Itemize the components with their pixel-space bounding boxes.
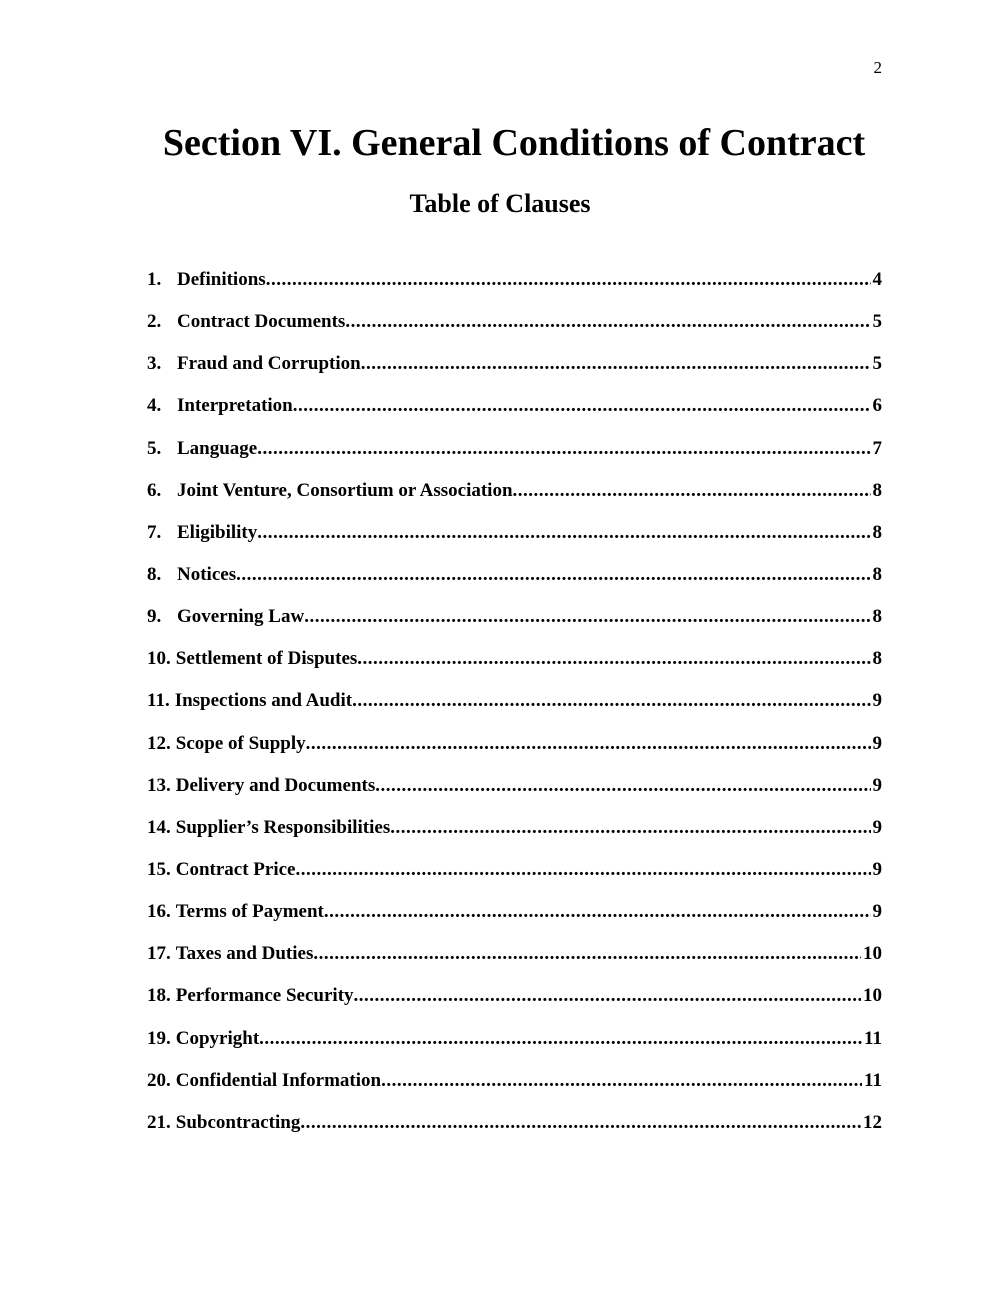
toc-entry-page: 9 (872, 690, 882, 712)
toc-entry[interactable] (147, 309, 882, 351)
toc-entry-title: Interpretation (177, 395, 293, 417)
toc-entry[interactable] (147, 899, 882, 941)
toc-entry-number: 2. (147, 311, 162, 333)
toc-entry-title: Confidential Information (175, 1069, 382, 1091)
toc-entry-number: 5. (147, 437, 162, 459)
toc-dot-leader (361, 351, 871, 377)
toc-entry-number: 15. (147, 858, 171, 880)
toc-entry-title: Taxes and Duties (175, 943, 314, 965)
toc-entry-page: 11 (864, 1027, 882, 1049)
toc-entry[interactable] (147, 562, 882, 604)
toc-entry-page: 10 (863, 943, 882, 965)
toc-dot-leader (375, 773, 870, 799)
toc-entry-number: 9. (147, 606, 162, 628)
toc-dot-leader (257, 520, 870, 546)
toc-entry-page: 10 (863, 985, 882, 1007)
toc-dot-leader (345, 309, 870, 335)
toc-entry-title: Inspections and Audit (174, 690, 353, 712)
toc-entry[interactable] (147, 731, 882, 773)
toc-entry-title: Governing Law (177, 606, 305, 628)
toc-entry-title: Delivery and Documents (175, 774, 376, 796)
toc-entry-page: 9 (872, 774, 882, 796)
toc-dot-leader (313, 941, 861, 967)
toc-entry-title: Fraud and Corruption (177, 353, 361, 375)
toc-entry[interactable] (147, 436, 882, 478)
toc-entry-title: Definitions (177, 269, 266, 290)
toc-entry-number: 3. (147, 353, 162, 375)
toc-entry-number: 4. (147, 395, 162, 417)
section-title: Section VI. General Conditions of Contract (162, 122, 866, 164)
toc-entry-number: 13. (147, 774, 171, 796)
toc-entry-number: 21. (147, 1111, 171, 1133)
toc-entry[interactable] (147, 1110, 882, 1152)
page-number: 2 (873, 58, 882, 77)
toc-entry-title: Joint Venture, Consortium or Association (177, 479, 513, 501)
toc-dot-leader (257, 436, 870, 462)
toc-dot-leader (354, 983, 861, 1009)
toc-dot-leader (357, 646, 870, 672)
toc-entry-page: 8 (872, 648, 882, 670)
toc-heading: Table of Clauses (409, 189, 591, 218)
toc-entry[interactable] (147, 1068, 882, 1110)
toc-dot-leader (259, 1026, 862, 1052)
toc-dot-leader (381, 1068, 862, 1094)
toc-entry-page: 5 (872, 311, 882, 333)
toc-entry[interactable] (147, 773, 882, 815)
toc-entry[interactable] (147, 646, 882, 688)
toc-entry-title: Supplier’s Responsibilities (175, 816, 391, 838)
table-of-clauses (147, 267, 882, 1152)
toc-entry-page: 8 (872, 479, 882, 501)
toc-entry[interactable] (147, 393, 882, 435)
toc-entry-title: Performance Security (175, 985, 354, 1007)
toc-entry-title: Eligibility (177, 521, 258, 543)
toc-entry-number: 1. (147, 269, 162, 290)
toc-entry-title: Contract Price (175, 858, 296, 880)
toc-entry-number: 20. (147, 1069, 171, 1091)
toc-entry-page: 9 (872, 858, 882, 880)
toc-dot-leader (236, 562, 870, 588)
toc-entry[interactable] (147, 1026, 882, 1068)
toc-entry-number: 7. (147, 521, 162, 543)
toc-entry[interactable] (147, 941, 882, 983)
toc-entry-number: 14. (147, 816, 171, 838)
toc-entry-number: 17. (147, 943, 171, 965)
toc-dot-leader (266, 267, 871, 293)
toc-entry-page: 4 (872, 269, 882, 290)
toc-dot-leader (296, 857, 871, 883)
toc-entry[interactable] (147, 815, 882, 857)
toc-entry-page: 8 (872, 606, 882, 628)
toc-entry-page: 5 (872, 353, 882, 375)
toc-entry-title: Copyright (175, 1027, 260, 1049)
toc-entry-page: 6 (872, 395, 882, 417)
toc-entry[interactable] (147, 983, 882, 1025)
toc-entry-number: 12. (147, 732, 171, 754)
toc-dot-leader (352, 688, 870, 714)
toc-entry-number: 18. (147, 985, 171, 1007)
toc-entry[interactable] (147, 857, 882, 899)
toc-dot-leader (306, 731, 871, 757)
toc-entry-title: Language (177, 437, 258, 459)
toc-entry-page: 12 (863, 1111, 882, 1133)
toc-entry[interactable] (147, 604, 882, 646)
toc-dot-leader (293, 393, 871, 419)
toc-entry[interactable] (147, 478, 882, 520)
toc-entry-number: 19. (147, 1027, 171, 1049)
toc-dot-leader (390, 815, 870, 841)
toc-entry-number: 16. (147, 901, 171, 923)
toc-entry-title: Settlement of Disputes (175, 648, 358, 670)
toc-entry-number: 6. (147, 479, 162, 501)
toc-dot-leader (304, 604, 870, 630)
toc-entry-page: 8 (872, 521, 882, 543)
toc-entry-number: 10. (147, 648, 171, 670)
toc-entry-title: Contract Documents (177, 311, 346, 333)
toc-entry-title: Subcontracting (175, 1111, 301, 1133)
toc-entry-number: 8. (147, 563, 162, 585)
toc-entry-page: 11 (864, 1069, 882, 1091)
toc-dot-leader (324, 899, 871, 925)
toc-entry-title: Terms of Payment (175, 901, 324, 923)
toc-entry-page: 8 (872, 563, 882, 585)
toc-entry-page: 9 (872, 732, 882, 754)
toc-entry-title: Notices (177, 563, 237, 585)
toc-entry-page: 9 (872, 816, 882, 838)
toc-entry[interactable] (147, 351, 882, 393)
toc-dot-leader (300, 1110, 861, 1136)
toc-entry-page: 7 (872, 437, 882, 459)
toc-entry[interactable] (147, 267, 882, 309)
toc-dot-leader (513, 478, 871, 504)
toc-entry-page: 9 (872, 901, 882, 923)
toc-entry-title: Scope of Supply (175, 732, 306, 754)
toc-entry-number: 11. (147, 690, 170, 712)
toc-entry[interactable] (147, 520, 882, 562)
toc-entry[interactable] (147, 688, 882, 730)
